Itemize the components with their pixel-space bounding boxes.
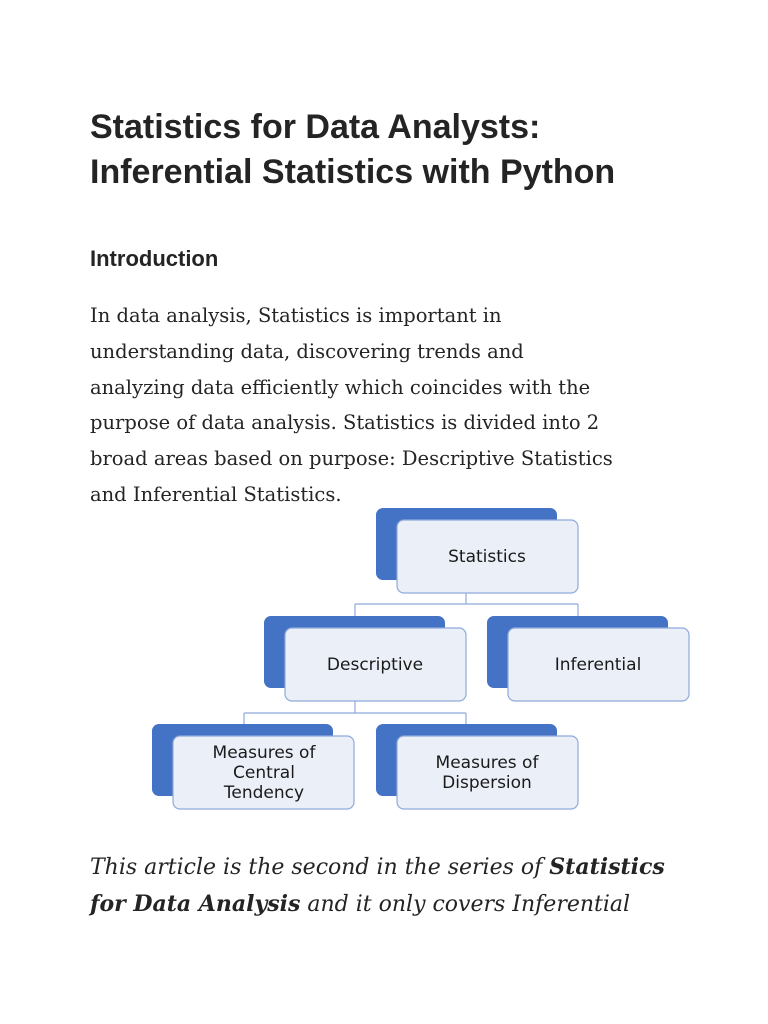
closing-text-2: and it only covers Inferential [300,892,631,917]
series-name-part-2: for Data Analysis [90,891,301,917]
closing-line-1 [90,849,700,886]
node-dispersion-label-2: Dispersion [442,773,532,793]
section-heading: Introduction [90,246,219,271]
closing-line-2 [90,886,700,923]
intro-line: broad areas based on purpose: Descriptive Statistics [90,447,613,471]
node-inferential-label: Inferential [554,655,642,675]
node-central-label-1: Measures of [212,743,316,763]
node-central-label-2: Central [233,763,295,783]
closing-paragraph [90,849,700,923]
node-statistics [376,508,578,593]
title-line-1: Statistics for Data Analysts: [90,108,541,146]
intro-line: understanding data, discovering trends and [90,339,524,363]
intro-line: and Inferential Statistics. [90,482,342,506]
closing-text-1: This article is the second in the series of [90,855,550,880]
node-descriptive-label: Descriptive [326,655,424,675]
intro-line: analyzing data efficiently which coincides with the [90,375,591,399]
node-statistics-label: Statistics [448,547,526,567]
node-central-label-3: Tendency [223,783,305,803]
intro-line: purpose of data analysis. Statistics is divided into 2 [90,411,600,435]
node-central-tendency [152,724,354,809]
intro-line: In data analysis, Statistics is important in [90,304,502,327]
node-dispersion-label-1: Measures of [435,753,539,773]
title-line-2: Inferential Statistics with Python [90,153,616,191]
series-name-part-1: Statistics [549,854,665,880]
node-dispersion [376,724,578,809]
node-descriptive [264,616,466,701]
node-inferential [487,616,689,701]
